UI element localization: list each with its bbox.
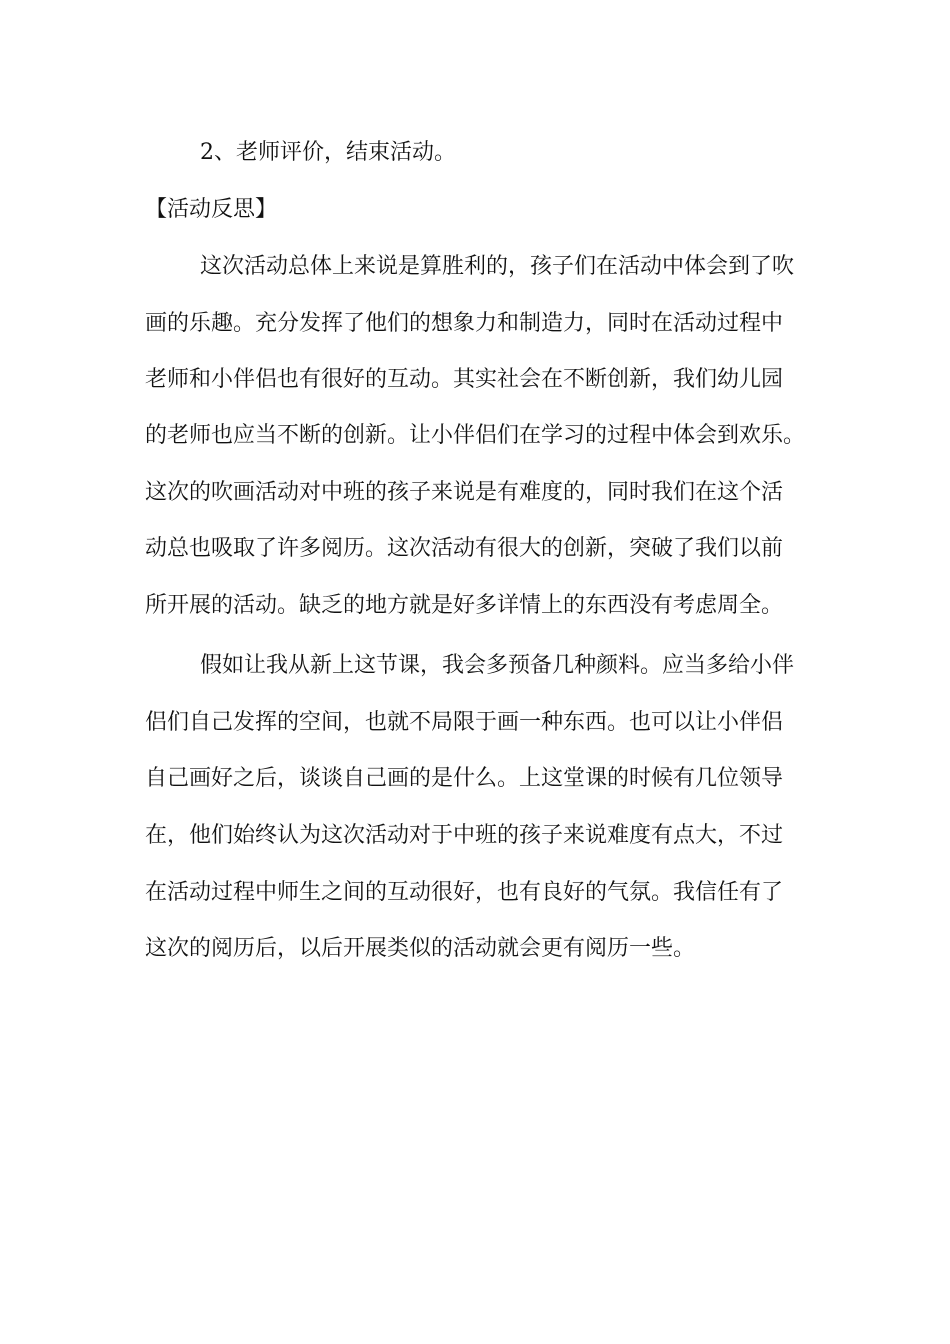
- paragraph1-line: 老师和小伴侣也有很好的互动。其实社会在不断创新，我们幼儿园: [145, 367, 784, 392]
- paragraph2-line: 侣们自己发挥的空间，也就不局限于画一种东西。也可以让小伴侣: [145, 710, 784, 735]
- paragraph1-line: 的老师也应当不断的创新。让小伴侣们在学习的过程中体会到欢乐。: [145, 423, 806, 448]
- paragraph1-line: 这次活动总体上来说是算胜利的，孩子们在活动中体会到了吹: [200, 254, 795, 279]
- section-heading: 【活动反思】: [145, 197, 278, 222]
- step-line: 2、老师评价，结束活动。: [200, 140, 456, 165]
- paragraph2-line: 这次的阅历后，以后开展类似的活动就会更有阅历一些。: [145, 936, 696, 961]
- paragraph1-line: 所开展的活动。缺乏的地方就是好多详情上的东西没有考虑周全。: [145, 593, 784, 618]
- paragraph2-line: 在活动过程中师生之间的互动很好，也有良好的气氛。我信任有了: [145, 880, 784, 905]
- paragraph2-line: 自己画好之后，谈谈自己画的是什么。上这堂课的时候有几位领导: [145, 766, 784, 791]
- paragraph1-line: 这次的吹画活动对中班的孩子来说是有难度的，同时我们在这个活: [145, 480, 784, 505]
- paragraph2-line: 假如让我从新上这节课，我会多预备几种颜料。应当多给小伴: [200, 653, 795, 678]
- paragraph2-line: 在，他们始终认为这次活动对于中班的孩子来说难度有点大，不过: [145, 823, 784, 848]
- paragraph1-line: 画的乐趣。充分发挥了他们的想象力和制造力，同时在活动过程中: [145, 311, 784, 336]
- paragraph1-line: 动总也吸取了许多阅历。这次活动有很大的创新，突破了我们以前: [145, 536, 784, 561]
